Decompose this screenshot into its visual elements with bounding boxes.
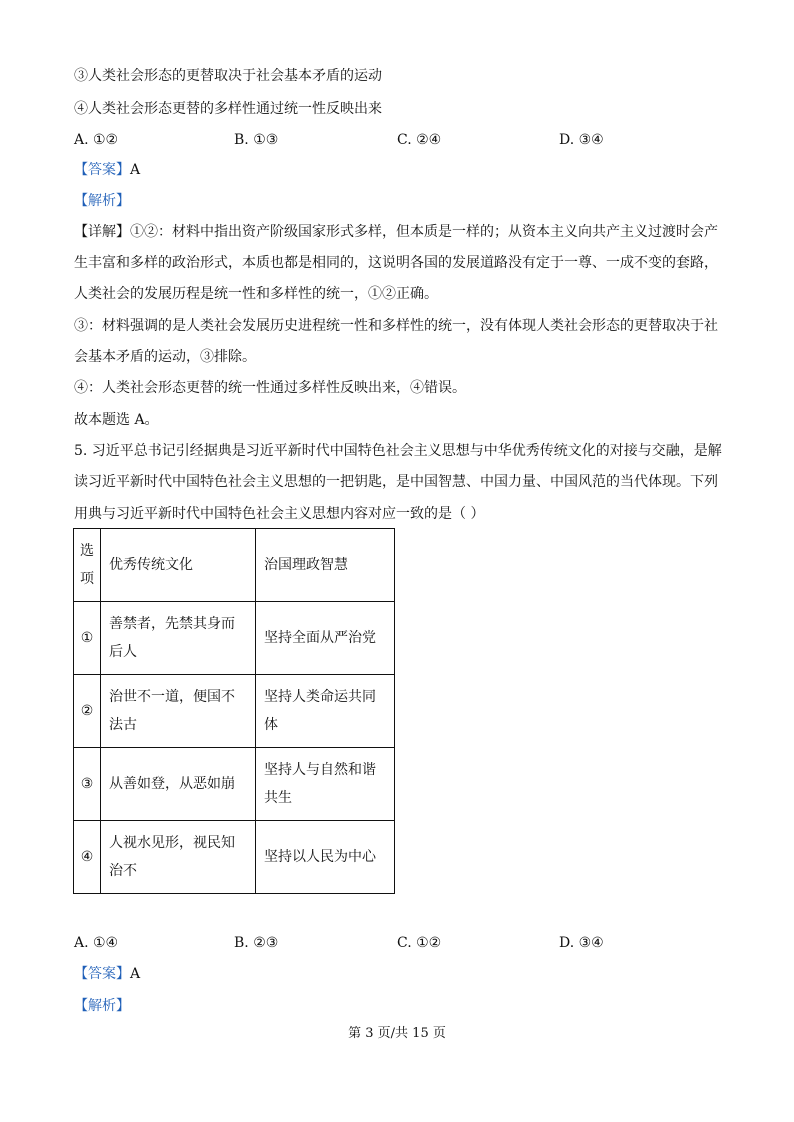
- row-governance: 坚持全面从严治党: [256, 602, 395, 675]
- q4-detail-line-7: 故本题选 A。: [74, 412, 159, 428]
- q4-analysis: [74, 191, 130, 211]
- q5-answer: [74, 964, 140, 984]
- row-option: ③: [74, 748, 101, 821]
- row-culture: 人视水见形，视民知治不: [101, 821, 256, 894]
- q5-choice-b: B. ②③: [234, 935, 279, 951]
- analysis-tag: 【解析】: [74, 998, 130, 1014]
- header-option: 选项: [74, 529, 101, 602]
- answer-value: A: [130, 966, 141, 982]
- q4-choice-c: C. ②④: [397, 132, 442, 148]
- q4-detail-line-2: 生丰富和多样的政治形式，本质也都是相同的，这说明各国的发展道路没有定于一尊、一成不变的套路，: [74, 255, 718, 271]
- row-option: ①: [74, 602, 101, 675]
- row-option: ②: [74, 675, 101, 748]
- q5-analysis: [74, 996, 130, 1016]
- q5-choice-d: D. ③④: [559, 935, 604, 951]
- q4-choice-d: D. ③④: [559, 132, 604, 148]
- q5-choice-a: A. ①④: [74, 935, 119, 951]
- table-row: [74, 748, 395, 821]
- q4-detail-line-6: ④：人类社会形态更替的统一性通过多样性反映出来，④错误。: [74, 380, 466, 396]
- q5-choices: [74, 933, 734, 953]
- q4-detail-line-5: 会基本矛盾的运动，③排除。: [74, 349, 256, 365]
- row-governance: 坚持以人民为中心: [256, 821, 395, 894]
- q4-detail-line-1: [74, 222, 718, 242]
- table-header-row: [74, 529, 395, 602]
- q5-stem-line-1: 5. 习近平总书记引经据典是习近平新时代中国特色社会主义思想与中华优秀传统文化的对接与交融，是解: [74, 443, 722, 459]
- answer-tag: 【答案】: [74, 966, 130, 982]
- q4-choices: [74, 130, 734, 150]
- row-governance: 坚持人与自然和谐共生: [256, 748, 395, 821]
- q4-detail-line-3: 人类社会的发展历程是统一性和多样性的统一，①②正确。: [74, 286, 438, 302]
- q4-detail-line-4: ③：材料强调的是人类社会发展历史进程统一性和多样性的统一，没有体现人类社会形态的更替取决于社: [74, 318, 718, 334]
- q5-table: [73, 528, 395, 894]
- row-governance: 坚持人类命运共同体: [256, 675, 395, 748]
- q5-stem-line-2: 读习近平新时代中国特色社会主义思想的一把钥匙，是中国智慧、中国力量、中国风范的当代体现。下列: [74, 474, 718, 490]
- q5-choice-c: C. ①②: [397, 935, 442, 951]
- table-row: [74, 821, 395, 894]
- detail-text: ①②：材料中指出资产阶级国家形式多样，但本质是一样的；从资本主义向共产主义过渡时会产: [130, 224, 718, 240]
- row-culture: 从善如登，从恶如崩: [101, 748, 256, 821]
- option-3-statement: ③人类社会形态的更替取决于社会基本矛盾的运动: [74, 68, 382, 84]
- q4-choice-b: B. ①③: [234, 132, 279, 148]
- row-culture: 善禁者，先禁其身而后人: [101, 602, 256, 675]
- answer-value: A: [130, 162, 141, 178]
- q4-choice-a: A. ①②: [74, 132, 119, 148]
- option-4-statement: ④人类社会形态更替的多样性通过统一性反映出来: [74, 101, 382, 117]
- header-culture: 优秀传统文化: [101, 529, 256, 602]
- row-culture: 治世不一道，便国不法古: [101, 675, 256, 748]
- q5-stem-line-3: 用典与习近平新时代中国特色社会主义思想内容对应一致的是（ ）: [74, 506, 485, 522]
- detail-tag: 【详解】: [74, 224, 130, 240]
- page-footer: 第 3 页/共 15 页: [348, 1026, 446, 1041]
- table-row: [74, 675, 395, 748]
- table-row: [74, 602, 395, 675]
- analysis-tag: 【解析】: [74, 193, 130, 209]
- answer-tag: 【答案】: [74, 162, 130, 178]
- row-option: ④: [74, 821, 101, 894]
- header-governance: 治国理政智慧: [256, 529, 395, 602]
- q4-answer: [74, 160, 140, 180]
